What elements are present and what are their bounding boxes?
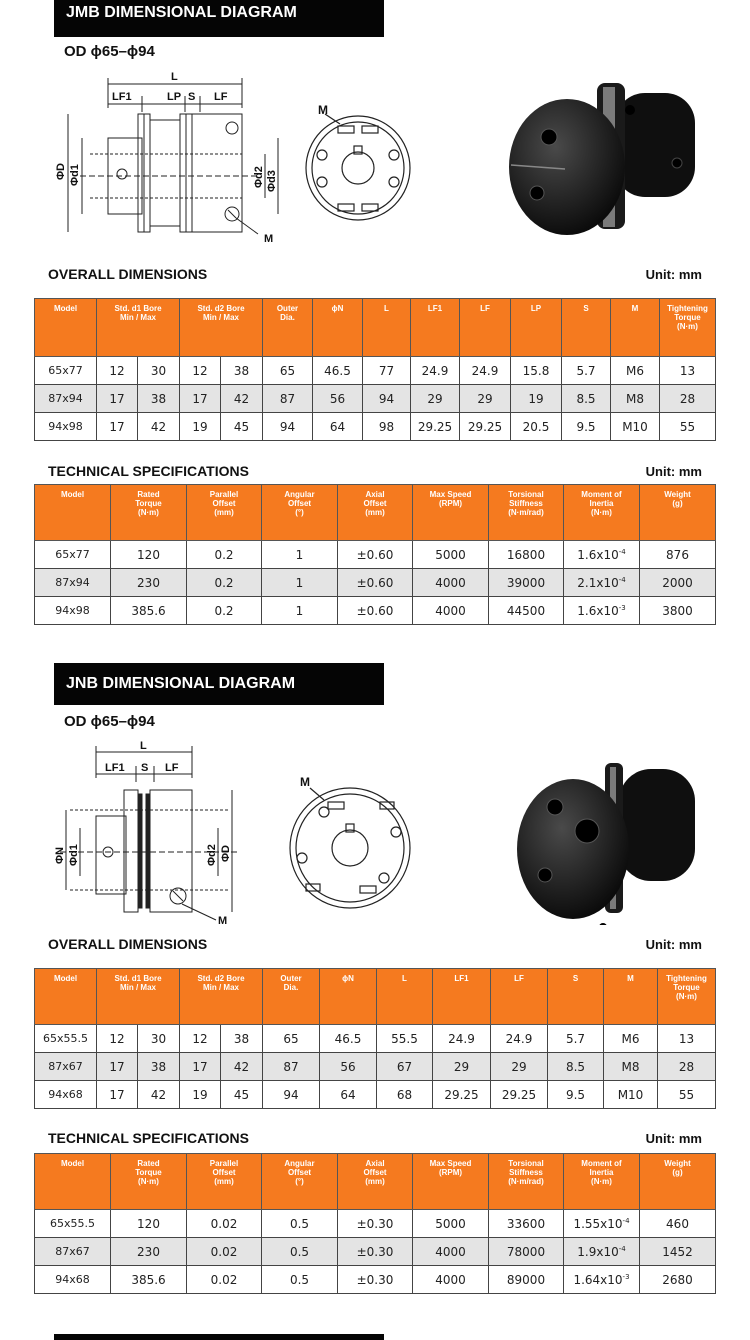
table-row [35, 1238, 716, 1266]
header-cell: S [548, 969, 604, 1025]
table-cell: $1.64x10^{-3}$ [564, 1266, 640, 1294]
table-cell: 45 [221, 1081, 263, 1109]
table-cell: 38 [221, 357, 263, 385]
model-cell: 65x77 [35, 541, 111, 569]
table-cell: M8 [611, 385, 660, 413]
table-row [35, 1025, 716, 1053]
jnb-overall-unit: Unit: mm [645, 937, 702, 952]
table-row [35, 357, 716, 385]
table-row [35, 569, 716, 597]
table-cell: 120 [111, 1210, 187, 1238]
header-cell: LF1 [411, 299, 460, 357]
table-cell: 5000 [413, 541, 489, 569]
model-cell: 65x55.5 [35, 1210, 111, 1238]
table-cell: 4000 [413, 1266, 489, 1294]
table-cell: 20.5 [511, 413, 562, 441]
jnb-tech-heading: TECHNICAL SPECIFICATIONS [48, 1130, 249, 1146]
jnb-dim-LF: LF [165, 762, 179, 774]
table-cell: 33600 [489, 1210, 564, 1238]
jmb-overall-unit: Unit: mm [645, 267, 702, 282]
table-cell: 87 [263, 1053, 320, 1081]
jmb-front-diagram [300, 100, 420, 240]
table-cell: 0.2 [187, 597, 262, 625]
table-row [35, 385, 716, 413]
table-row [35, 541, 716, 569]
table-cell: 19 [180, 413, 221, 441]
table-cell: 120 [111, 541, 187, 569]
table-cell: 5.7 [562, 357, 611, 385]
header-cell: Weight (g) [640, 485, 716, 541]
model-cell: 94x98 [35, 413, 97, 441]
table-cell: 230 [111, 569, 187, 597]
header-cell: Tightening Torque (N·m) [658, 969, 716, 1025]
header-cell: Model [35, 299, 97, 357]
header-cell: L [377, 969, 433, 1025]
jmb-banner: JMB DIMENSIONAL DIAGRAM [54, 0, 384, 37]
table-cell: 38 [138, 1053, 180, 1081]
jmb-coupling-photo [505, 75, 705, 245]
table-cell: M8 [604, 1053, 658, 1081]
table-cell: ±0.30 [338, 1266, 413, 1294]
table-cell: 9.5 [562, 413, 611, 441]
table-cell: 8.5 [562, 385, 611, 413]
table-cell: 2680 [640, 1266, 716, 1294]
table-cell: 19 [511, 385, 562, 413]
jmb-tech-heading: TECHNICAL SPECIFICATIONS [48, 463, 249, 479]
table-cell: 42 [221, 385, 263, 413]
jmb-tech-unit: Unit: mm [645, 464, 702, 479]
header-cell: ϕN [320, 969, 377, 1025]
header-cell: Rated Torque (N·m) [111, 485, 187, 541]
table-cell: 12 [180, 357, 221, 385]
header-cell: M [611, 299, 660, 357]
table-cell: 1 [262, 569, 338, 597]
table-cell: 0.5 [262, 1238, 338, 1266]
table-cell: 13 [658, 1025, 716, 1053]
table-cell: 94 [263, 1081, 320, 1109]
table-cell: $1.6x10^{-3}$ [564, 597, 640, 625]
table-cell: 876 [640, 541, 716, 569]
table-cell: 42 [138, 1081, 180, 1109]
table-row [35, 597, 716, 625]
table-cell: 28 [658, 1053, 716, 1081]
table-cell: 65 [263, 1025, 320, 1053]
header-cell: Std. d1 Bore Min / Max [97, 299, 180, 357]
header-cell: Rated Torque (N·m) [111, 1154, 187, 1210]
table-cell: 12 [97, 1025, 138, 1053]
jmb-dim-D: ΦD [55, 163, 67, 180]
header-cell: Parallel Offset (mm) [187, 485, 262, 541]
table-cell: 56 [320, 1053, 377, 1081]
header-cell: Max Speed (RPM) [413, 1154, 489, 1210]
table-cell: 29.25 [491, 1081, 548, 1109]
table-cell: 4000 [413, 1238, 489, 1266]
table-cell: 42 [221, 1053, 263, 1081]
model-cell: 65x77 [35, 357, 97, 385]
table-cell: 0.02 [187, 1210, 262, 1238]
header-cell: Max Speed (RPM) [413, 485, 489, 541]
table-cell: 29 [460, 385, 511, 413]
table-cell: 65 [263, 357, 313, 385]
table-row [35, 413, 716, 441]
jmb-dim-L: L [171, 71, 178, 83]
jnb-dim-D: ΦD [220, 845, 232, 862]
jnb-tech-table [34, 1153, 716, 1294]
header-cell: LF1 [433, 969, 491, 1025]
table-cell: 5000 [413, 1210, 489, 1238]
table-cell: 17 [97, 1081, 138, 1109]
jnb-dim-L: L [140, 740, 147, 752]
table-cell: 24.9 [460, 357, 511, 385]
jnb-dim-S: S [141, 762, 149, 774]
jmb-dim-d2: Φd2 [253, 166, 265, 188]
model-cell: 65x55.5 [35, 1025, 97, 1053]
table-cell: $2.1x10^{-4}$ [564, 569, 640, 597]
table-cell: 94 [263, 413, 313, 441]
table-cell: 13 [660, 357, 716, 385]
jmb-dim-d3: Φd3 [266, 170, 278, 192]
table-cell: M6 [604, 1025, 658, 1053]
table-cell: 98 [363, 413, 411, 441]
table-cell: 0.02 [187, 1266, 262, 1294]
table-cell: 29.25 [433, 1081, 491, 1109]
table-cell: 5.7 [548, 1025, 604, 1053]
table-cell: 0.02 [187, 1238, 262, 1266]
table-cell: 29.25 [460, 413, 511, 441]
jmb-overall-heading: OVERALL DIMENSIONS [48, 266, 208, 282]
table-cell: 15.8 [511, 357, 562, 385]
table-cell: 17 [97, 413, 138, 441]
table-cell: 12 [180, 1025, 221, 1053]
table-cell: 0.2 [187, 541, 262, 569]
table-cell: ±0.60 [338, 541, 413, 569]
jnb-dim-N: ΦN [54, 847, 66, 864]
table-cell: 24.9 [411, 357, 460, 385]
header-cell: S [562, 299, 611, 357]
header-cell: L [363, 299, 411, 357]
table-row [35, 1210, 716, 1238]
jnb-od-label: OD ϕ65–ϕ94 [64, 713, 155, 730]
table-cell: 55 [658, 1081, 716, 1109]
jmb-dim-LF: LF [214, 91, 228, 103]
table-cell: 17 [97, 1053, 138, 1081]
table-cell: 30 [138, 1025, 180, 1053]
header-cell: Model [35, 485, 111, 541]
table-cell: 24.9 [433, 1025, 491, 1053]
jmb-dim-LP: LP [167, 91, 182, 103]
table-cell: 38 [221, 1025, 263, 1053]
table-cell: 1452 [640, 1238, 716, 1266]
table-cell: 64 [320, 1081, 377, 1109]
jmb-tech-table [34, 484, 716, 625]
jmb-overall-table [34, 298, 716, 441]
model-cell: 94x98 [35, 597, 111, 625]
table-cell: 67 [377, 1053, 433, 1081]
header-cell: Model [35, 969, 97, 1025]
table-cell: 38 [138, 385, 180, 413]
table-cell: $1.9x10^{-4}$ [564, 1238, 640, 1266]
table-cell: 56 [313, 385, 363, 413]
model-cell: 87x94 [35, 569, 111, 597]
header-cell: Outer Dia. [263, 299, 313, 357]
jnb-overall-heading: OVERALL DIMENSIONS [48, 936, 208, 952]
header-cell: LF [491, 969, 548, 1025]
table-cell: $1.6x10^{-4}$ [564, 541, 640, 569]
header-cell: M [604, 969, 658, 1025]
jmb-dim-LF1: LF1 [112, 91, 132, 103]
header-cell: Outer Dia. [263, 969, 320, 1025]
jnb-tech-unit: Unit: mm [645, 1131, 702, 1146]
table-cell: 39000 [489, 569, 564, 597]
model-cell: 94x68 [35, 1081, 97, 1109]
header-cell: LP [511, 299, 562, 357]
header-cell: Std. d2 Bore Min / Max [180, 969, 263, 1025]
header-cell: Angular Offset (°) [262, 1154, 338, 1210]
table-cell: 87 [263, 385, 313, 413]
table-cell: 8.5 [548, 1053, 604, 1081]
table-cell: M10 [611, 413, 660, 441]
model-cell: 87x94 [35, 385, 97, 413]
table-cell: 29 [411, 385, 460, 413]
header-cell: Axial Offset (mm) [338, 1154, 413, 1210]
jnb-overall-table [34, 968, 716, 1109]
table-cell: 385.6 [111, 1266, 187, 1294]
table-cell: 55.5 [377, 1025, 433, 1053]
table-cell: 42 [138, 413, 180, 441]
jnb-front-M: M [300, 775, 310, 789]
header-cell: ϕN [313, 299, 363, 357]
header-cell: Tightening Torque (N·m) [660, 299, 716, 357]
table-cell: 44500 [489, 597, 564, 625]
table-cell: 16800 [489, 541, 564, 569]
table-cell: 28 [660, 385, 716, 413]
table-cell: 1 [262, 597, 338, 625]
table-cell: 30 [138, 357, 180, 385]
table-row [35, 1266, 716, 1294]
jmb-front-M: M [318, 103, 328, 117]
table-cell: 2000 [640, 569, 716, 597]
header-cell: Parallel Offset (mm) [187, 1154, 262, 1210]
table-cell: 89000 [489, 1266, 564, 1294]
jnb-coupling-photo [515, 755, 700, 925]
table-cell: 0.2 [187, 569, 262, 597]
jmb-side-diagram [50, 68, 290, 248]
table-cell: M6 [611, 357, 660, 385]
table-cell: 4000 [413, 569, 489, 597]
table-cell: $1.55x10^{-4}$ [564, 1210, 640, 1238]
jnb-side-diagram [50, 738, 250, 928]
next-section-banner [54, 1334, 384, 1340]
header-cell: Angular Offset (°) [262, 485, 338, 541]
table-row [35, 1081, 716, 1109]
header-cell: Moment of Inertia (N·m) [564, 485, 640, 541]
header-cell: LF [460, 299, 511, 357]
table-cell: 17 [180, 1053, 221, 1081]
jnb-dim-d1: Φd1 [68, 844, 80, 866]
table-cell: ±0.60 [338, 569, 413, 597]
table-cell: 385.6 [111, 597, 187, 625]
table-cell: 460 [640, 1210, 716, 1238]
header-cell: Std. d1 Bore Min / Max [97, 969, 180, 1025]
jmb-od-label: OD ϕ65–ϕ94 [64, 43, 155, 60]
table-cell: 0.5 [262, 1266, 338, 1294]
table-cell: 68 [377, 1081, 433, 1109]
table-cell: 46.5 [320, 1025, 377, 1053]
model-cell: 87x67 [35, 1238, 111, 1266]
header-cell: Weight (g) [640, 1154, 716, 1210]
header-cell: Model [35, 1154, 111, 1210]
jnb-dim-d2: Φd2 [206, 844, 218, 866]
table-cell: 64 [313, 413, 363, 441]
table-cell: ±0.30 [338, 1238, 413, 1266]
table-cell: 94 [363, 385, 411, 413]
header-cell: Std. d2 Bore Min / Max [180, 299, 263, 357]
table-cell: 24.9 [491, 1025, 548, 1053]
header-cell: Axial Offset (mm) [338, 485, 413, 541]
model-cell: 94x68 [35, 1266, 111, 1294]
table-cell: 9.5 [548, 1081, 604, 1109]
table-cell: 29 [491, 1053, 548, 1081]
table-cell: 29.25 [411, 413, 460, 441]
table-cell: ±0.30 [338, 1210, 413, 1238]
table-cell: 17 [97, 385, 138, 413]
table-cell: ±0.60 [338, 597, 413, 625]
header-cell: Torsional Stiffness (N·m/rad) [489, 1154, 564, 1210]
table-cell: 78000 [489, 1238, 564, 1266]
table-cell: 55 [660, 413, 716, 441]
table-row [35, 1053, 716, 1081]
jnb-dim-LF1: LF1 [105, 762, 125, 774]
model-cell: 87x67 [35, 1053, 97, 1081]
jmb-dim-S: S [188, 91, 196, 103]
jnb-front-diagram [284, 772, 424, 912]
table-cell: 12 [97, 357, 138, 385]
header-cell: Torsional Stiffness (N·m/rad) [489, 485, 564, 541]
table-cell: 0.5 [262, 1210, 338, 1238]
table-cell: M10 [604, 1081, 658, 1109]
table-cell: 3800 [640, 597, 716, 625]
table-cell: 1 [262, 541, 338, 569]
header-cell: Moment of Inertia (N·m) [564, 1154, 640, 1210]
table-cell: 29 [433, 1053, 491, 1081]
table-cell: 46.5 [313, 357, 363, 385]
jnb-dim-M: M [218, 915, 228, 927]
jmb-dim-M: M [264, 233, 274, 245]
table-cell: 19 [180, 1081, 221, 1109]
table-cell: 77 [363, 357, 411, 385]
table-cell: 230 [111, 1238, 187, 1266]
table-cell: 17 [180, 385, 221, 413]
table-cell: 45 [221, 413, 263, 441]
table-cell: 4000 [413, 597, 489, 625]
jmb-dim-d1: Φd1 [69, 164, 81, 186]
jnb-banner: JNB DIMENSIONAL DIAGRAM [54, 663, 384, 705]
